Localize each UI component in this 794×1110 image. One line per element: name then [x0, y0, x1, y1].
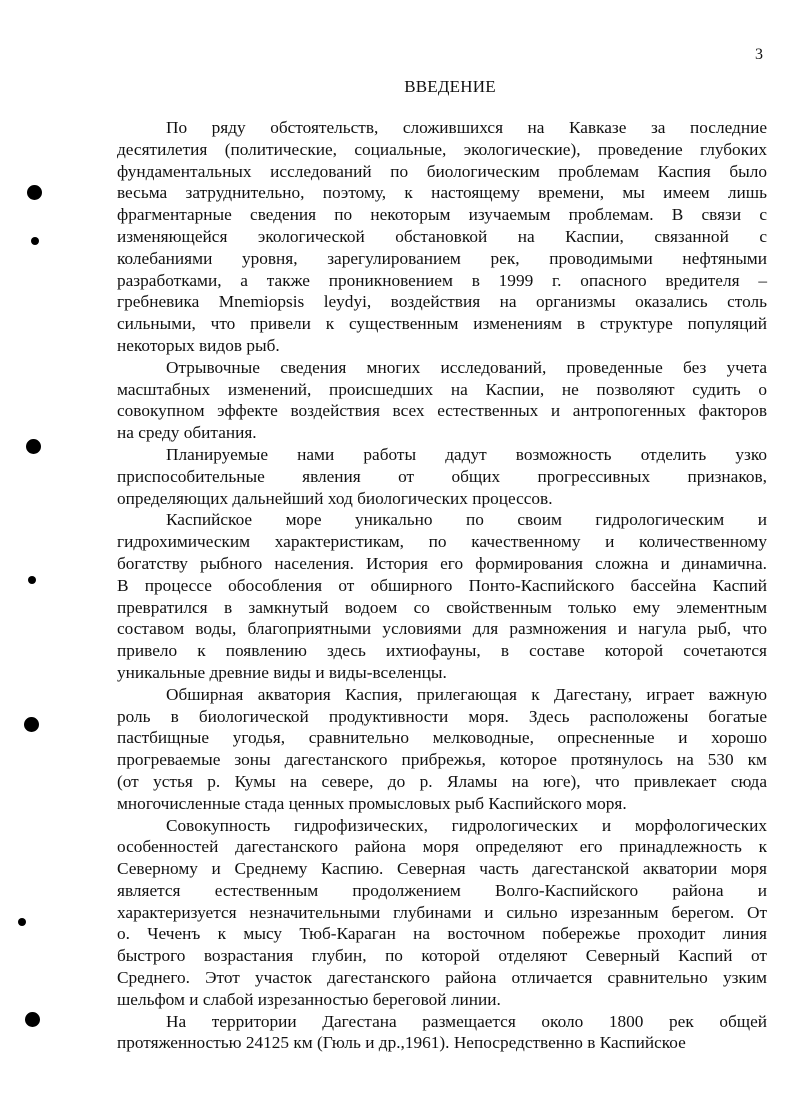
text-line: особенностей дагестанского района моря определяют его принадлежность к	[117, 837, 767, 857]
paragraph	[117, 509, 767, 683]
text-line: Северному и Среднему Каспию. Северная часть дагестанской акватории моря	[117, 859, 767, 879]
punch-speck-mark	[18, 918, 26, 926]
text-line: гребневика Mnemiopsis leydyi, воздействия на организмы оказались столь	[117, 292, 767, 312]
text-line: быстрого возрастания глубин, по которой отделяют Северный Каспий от	[117, 946, 767, 966]
text-line: некоторых видов рыб.	[117, 335, 280, 355]
text-line: разработками, а также проникновением в 1999 г. опасного вредителя –	[117, 270, 767, 290]
text-line: Среднего. Этот участок дагестанского района отличается сравнительно узким	[117, 968, 767, 988]
text-line: Обширная акватория Каспия, прилегающая к Дагестану, играет важную	[166, 684, 767, 704]
page-number: 3	[755, 46, 763, 63]
text-line: роль в биологической продуктивности моря. Здесь расположены богатые	[117, 706, 767, 726]
text-line: превратился в замкнутый водоем со свойственным только ему элементным	[117, 597, 767, 617]
text-line: сильными, что привели к существенным изменениям в структуре популяций	[117, 314, 767, 334]
text-line: масштабных изменений, происшедших на Каспии, не позволяют судить о	[117, 379, 767, 399]
text-line: привело к появлению здесь ихтиофауны, в составе которой сочетаются	[117, 641, 767, 661]
text-line: На территории Дагестана размещается около 1800 рек общей	[166, 1011, 767, 1031]
paragraph	[117, 117, 767, 357]
text-line: В процессе обособления от обширного Понто-Каспийского бассейна Каспий	[117, 575, 767, 595]
text-line: колебаниями уровня, зарегулированием рек, проводимыми нефтяными	[117, 248, 767, 268]
paragraph	[117, 357, 767, 444]
document-body	[117, 117, 767, 1054]
text-line: богатству рыбного населения. История его формирования сложна и динамична.	[117, 553, 767, 573]
text-line: на среду обитания.	[117, 423, 257, 443]
text-line: характеризуется незначительными глубинами и сильно изрезанным берегом. От	[117, 902, 767, 922]
punch-speck-mark	[31, 237, 39, 245]
text-line: шельфом и слабой изрезанностью береговой линии.	[117, 989, 501, 1009]
text-line: (от устья р. Кумы на севере, до р. Яламы на юге), что привлекает сюда	[117, 771, 767, 791]
paragraph	[117, 1011, 767, 1055]
text-line: Каспийское море уникально по своим гидрологическим и	[166, 510, 767, 530]
paragraph	[117, 444, 767, 509]
text-line: фрагментарные сведения по некоторым изучаемым проблемам. В связи с	[117, 205, 767, 225]
text-line: фундаментальных исследований по биологическим проблемам Каспия было	[117, 161, 767, 181]
page-title: ВВЕДЕНИЕ	[404, 77, 496, 96]
text-line: многочисленные стада ценных промысловых рыб Каспийского моря.	[117, 793, 627, 813]
binder-hole-mark	[26, 439, 41, 454]
text-line: Совокупность гидрофизических, гидрологических и морфологических	[166, 815, 767, 835]
text-line: пастбищные угодья, сравнительно мелководные, опресненные и хорошо	[117, 728, 767, 748]
text-line: гидрохимическим характеристикам, по качественному и количественному	[117, 532, 767, 552]
text-line: составом воды, благоприятными условиями для размножения и нагула рыб, что	[117, 619, 767, 639]
punch-speck-mark	[28, 576, 36, 584]
text-line: о. Чеченъ к мысу Тюб-Караган на восточном побережье проходит линия	[117, 924, 767, 944]
text-line: весьма затруднительно, поэтому, к настоящему времени, мы имеем лишь	[117, 183, 767, 203]
binder-hole-mark	[24, 717, 39, 732]
text-line: определяющих дальнейший ход биологических процессов.	[117, 488, 553, 508]
text-line: протяженностью 24125 км (Гюль и др.,1961). Непосредственно в Каспийское	[117, 1033, 686, 1053]
text-line: Отрывочные сведения многих исследований, проведенные без учета	[166, 357, 767, 377]
binder-hole-mark	[27, 185, 42, 200]
text-line: Планируемые нами работы дадут возможность отделить узко	[166, 444, 767, 464]
text-line: уникальные древние виды и виды-вселенцы.	[117, 662, 447, 682]
text-line: совокупном эффекте воздействия всех естественных и антропогенных факторов	[117, 401, 767, 421]
text-line: прогреваемые зоны дагестанского прибрежья, которое протянулось на 530 км	[117, 750, 767, 770]
text-line: является естественным продолжением Волго-Каспийского района и	[117, 880, 767, 900]
text-line: По ряду обстоятельств, сложившихся на Кавказе за последние	[166, 118, 767, 137]
text-line: приспособительные явления от общих прогрессивных признаков,	[117, 466, 767, 486]
paragraph	[117, 815, 767, 1011]
paragraph	[117, 684, 767, 815]
text-line: изменяющейся экологической обстановкой на Каспии, связанной с	[117, 226, 767, 246]
binder-hole-mark	[25, 1012, 40, 1027]
text-line: десятилетия (политические, социальные, экологические), проведение глубоких	[117, 139, 767, 159]
